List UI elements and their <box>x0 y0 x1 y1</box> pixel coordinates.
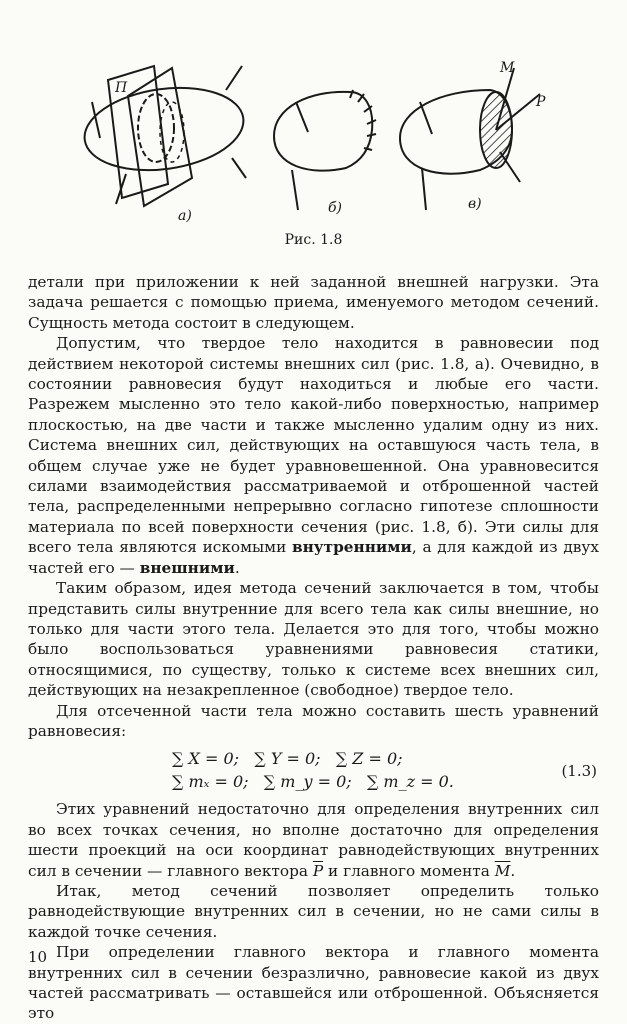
force-vector-label: P <box>536 94 546 110</box>
main-vector-symbol: $\overline{P}$ <box>312 861 324 880</box>
moment-vector-label: M <box>500 60 515 76</box>
equation-line: ∑ X = 0; ∑ Y = 0; ∑ Z = 0; <box>172 749 403 769</box>
equation-number: (1.3) <box>561 762 597 781</box>
figure-caption: Рис. 1.8 <box>284 232 343 248</box>
paragraph: Итак, метод сечений позволяет определить только равнодействующие внутренних сил в сечении, но не сами силы в каждой точке сечения. <box>28 881 599 941</box>
body-text <box>28 272 599 1024</box>
paragraph-text: Допустим, что твердое тело находится в равновесии под действием некоторой системы внешних сил (рис. 1.8, а). Очевидно, в состоянии равновесия будут находиться и любые его части. Разрежем мысленно это тело какой-либо поверхностью, например плоскостью, на две части и также мысленно удалим одну из них. Система внешних сил, действующих на оставшуюся часть тела, в общем случае уже не будет уравновешенной. Она уравновесится силами взаимодействия рассматриваемой и отброшенной частей тела, распределенными непрерывно согласно гипотезе сплошности материала по всей поверхности сечения (рис. 1.8, б). Эти силы для всего тела являются искомыми <box>28 334 599 557</box>
paragraph <box>28 799 599 881</box>
paragraph-text: , а для каждой из двух частей его — <box>28 538 599 577</box>
part-c-label: в) <box>468 196 482 212</box>
paragraph: Для отсеченной части тела можно составить шесть уравнений равновесия: <box>28 701 599 740</box>
paragraph: При определении главного вектора и главного момента внутренних сил в сечении безразлично, равновесие какой из двух частей рассматривать — оставшейся или отброшенной. Объясняется это <box>28 943 599 1023</box>
figure-part-b <box>274 90 376 210</box>
paragraph-text: . <box>234 558 240 577</box>
plane-label: П <box>115 80 128 96</box>
figure-part-c <box>400 68 540 210</box>
term-internal: внутренними <box>291 538 412 557</box>
part-b-label: б) <box>328 200 343 216</box>
paragraph-text: и главного момента <box>323 861 495 880</box>
paragraph-text: . <box>510 861 516 880</box>
paragraph: Таким образом, идея метода сечений заключается в том, чтобы представить силы внутренние для всего тела как силы внешние, но только для части этого тела. Делается это для того, чтобы можно было воспользоваться уравнениями равновесия статики, относящимися, по существу, только к системе всех внешних сил, действующих на незакрепленное (свободное) твердое тело. <box>28 579 599 700</box>
equation-line: ∑ mₓ = 0; ∑ m_y = 0; ∑ m_z = 0. <box>172 772 454 792</box>
page-number: 10 <box>28 948 48 966</box>
figure-part-a <box>79 66 249 206</box>
paragraph-text: Этих уравнений недостаточно для определения внутренних сил во всех точках сечения, но вполне достаточно для определения шести проекций на оси координат равнодействующих внутренних сил в сечении — главного вектора <box>28 800 599 880</box>
figure-1-8 <box>60 50 580 250</box>
main-moment-symbol: $\overline{M}$ <box>494 861 511 880</box>
paragraph: детали при приложении к ней заданной внешней нагрузки. Эта задача решается с помощью приема, именуемого методом сечений. Сущность метода состоит в следующем. <box>28 273 599 332</box>
equation-1-3 <box>28 743 599 799</box>
term-external: внешними <box>139 558 235 577</box>
paragraph <box>28 333 599 578</box>
part-a-label: а) <box>178 208 192 224</box>
